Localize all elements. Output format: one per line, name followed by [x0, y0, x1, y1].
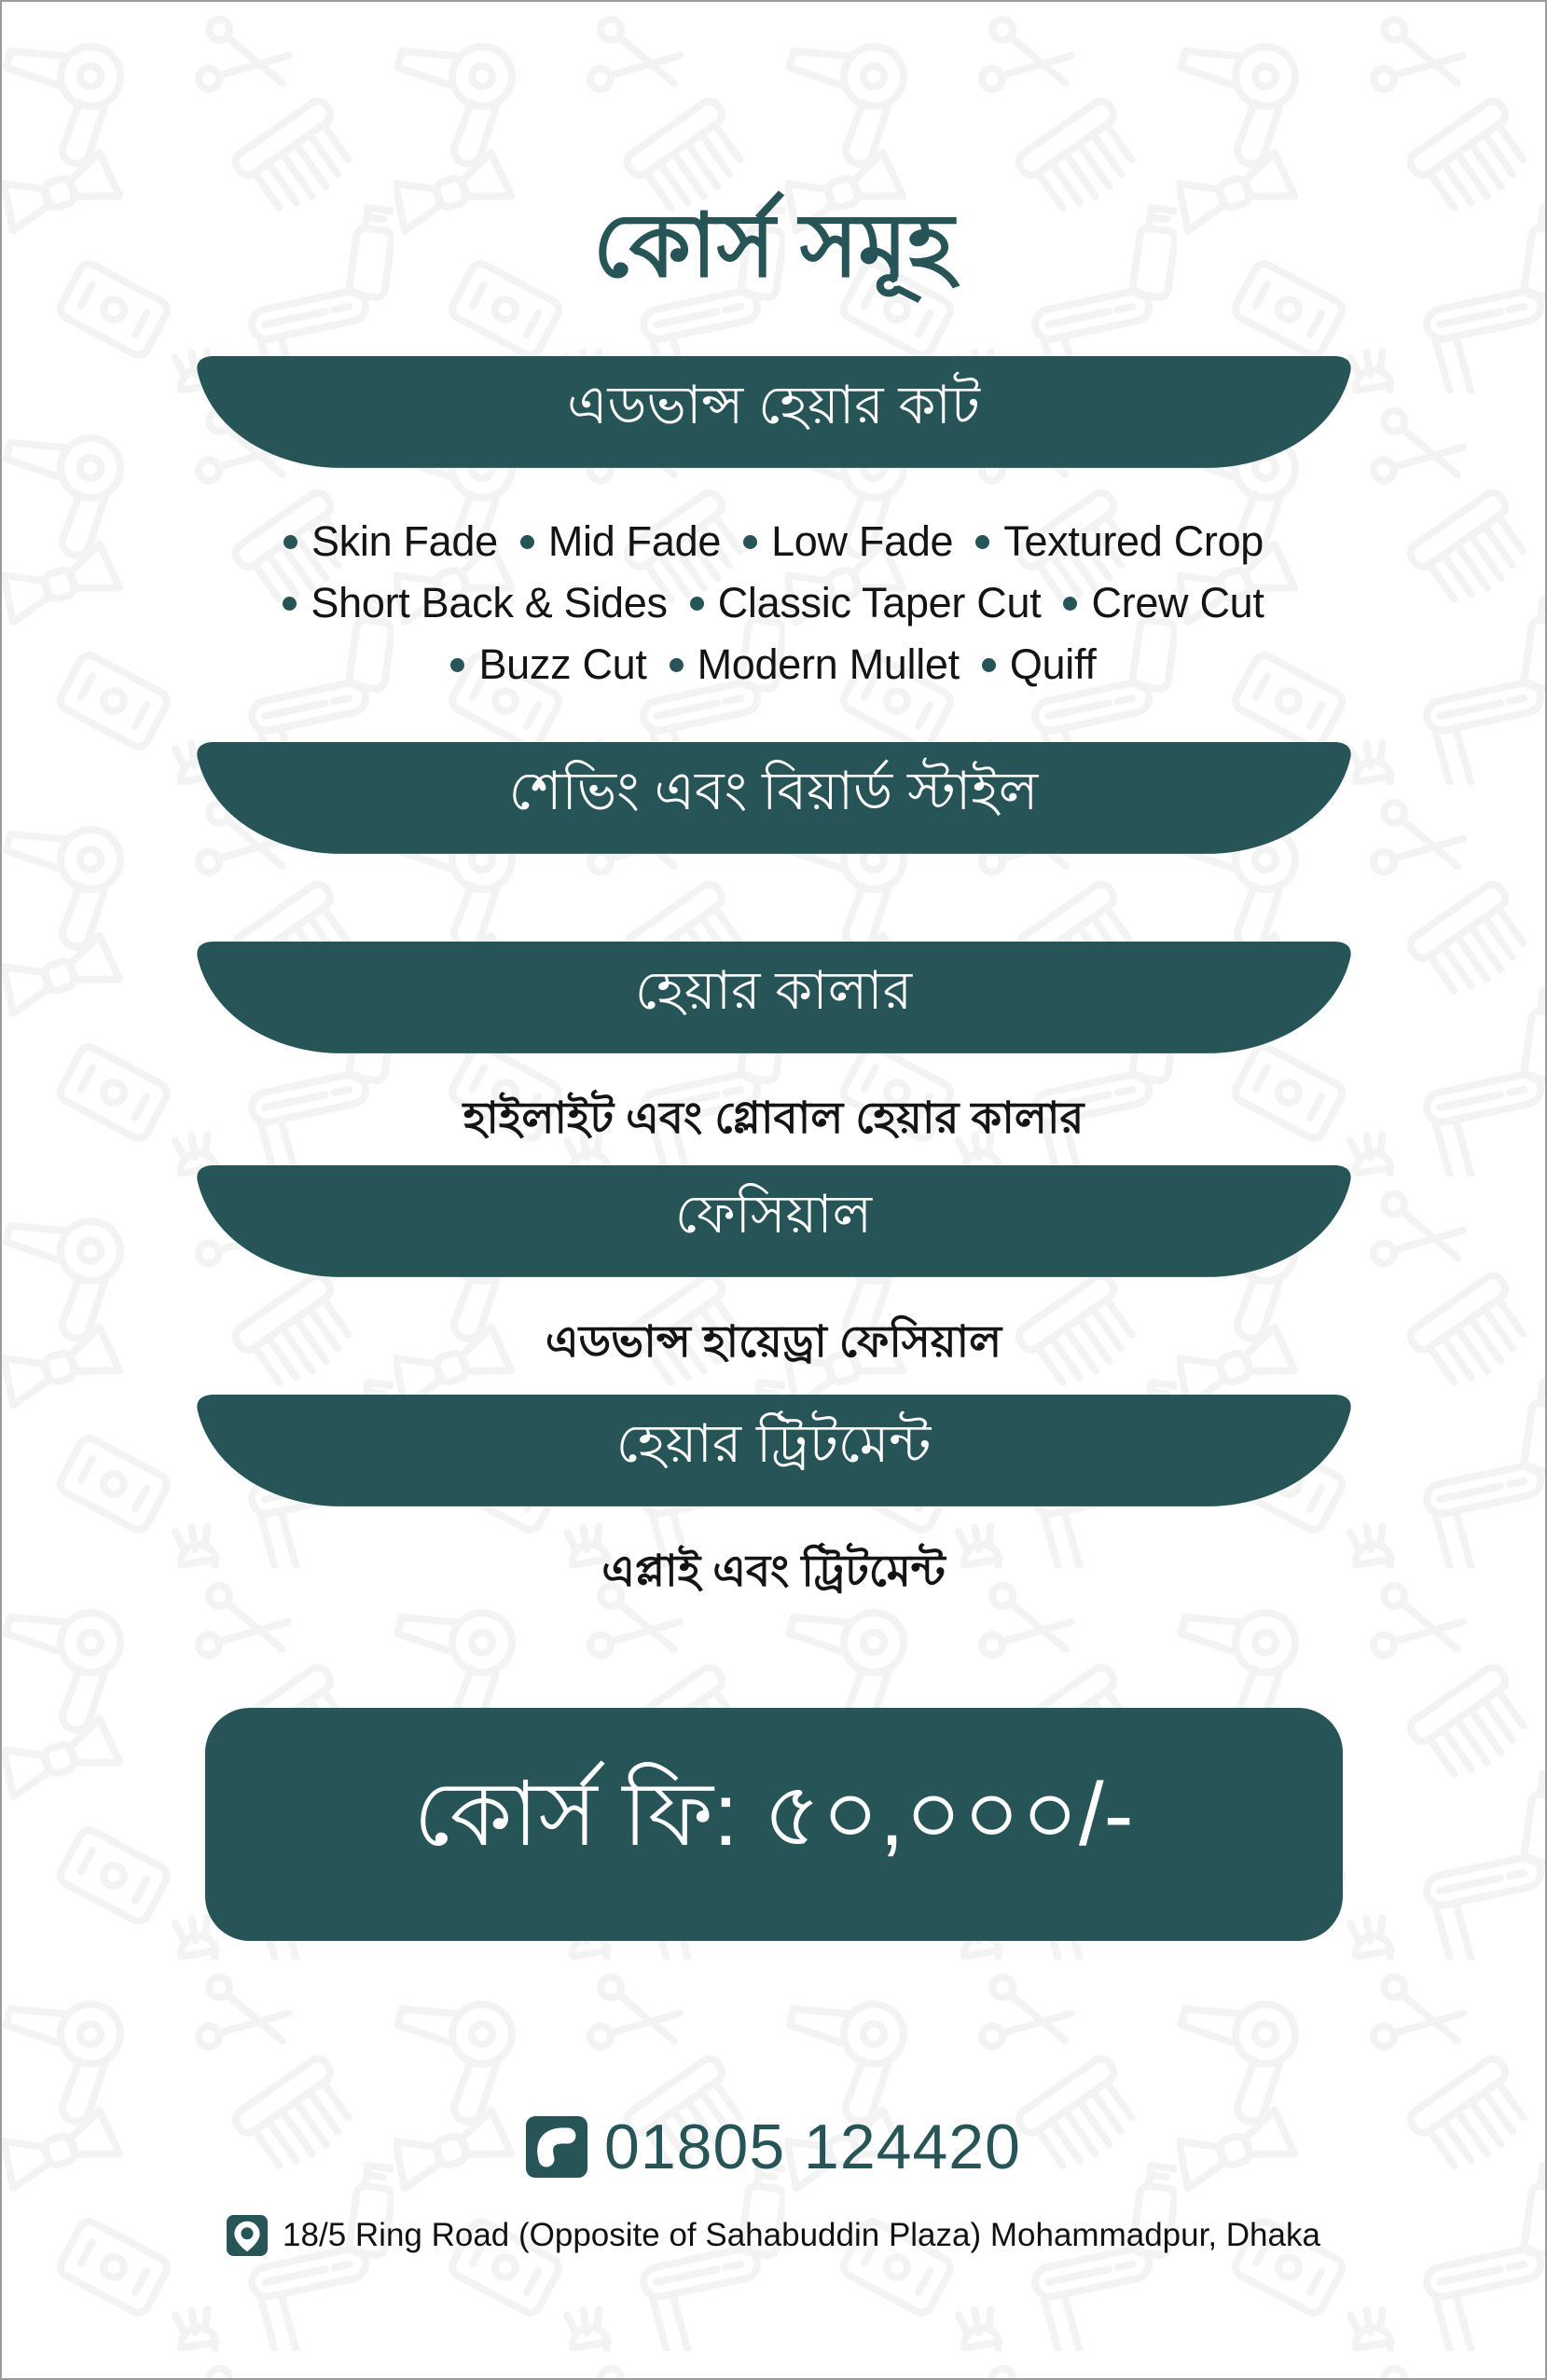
bullet-dot [520, 535, 534, 549]
bullet-dot [450, 658, 464, 672]
list-item-label: Low Fade [771, 517, 954, 566]
list-item [743, 511, 953, 572]
phone-icon [526, 2116, 587, 2178]
haircut-list-line [271, 634, 1275, 695]
haircut-list-line [271, 572, 1275, 634]
list-item-label: Classic Taper Cut [717, 579, 1042, 627]
list-item-label: Skin Fade [311, 517, 498, 566]
section-banner-advance-haircut [196, 356, 1352, 470]
phone-row [526, 2111, 1021, 2183]
bullet-dot [283, 597, 297, 611]
list-item [975, 511, 1264, 572]
bullet-dot [283, 535, 297, 549]
bullet-dot [982, 658, 996, 672]
list-item [982, 634, 1097, 695]
page-title: কোর্স সমূহ [592, 197, 955, 296]
section-banner-hair-treatment [196, 1395, 1352, 1508]
section-subtitle: হাইলাইট এবং গ্লোবাল হেয়ার কালার [463, 1093, 1084, 1143]
location-pin-icon [227, 2215, 268, 2256]
list-item-label: Mid Fade [547, 517, 722, 566]
list-item-label: Buzz Cut [478, 640, 647, 689]
list-item [283, 511, 498, 572]
bullet-dot [670, 658, 684, 672]
section-subtitle: এপ্লাই এবং ট্রিটমেন্ট [601, 1546, 946, 1596]
section-banner-label: এডভান্স হেয়ার কাট [567, 375, 980, 435]
list-item [1063, 572, 1264, 634]
list-item-label: Quiff [1009, 640, 1097, 689]
address-text: 18/5 Ring Road (Opposite of Sahabuddin Plaza) Mohammadpur, Dhaka [283, 2217, 1320, 2254]
section-banner-shaving-beard [196, 742, 1352, 856]
section-banner-hair-color [196, 942, 1352, 1055]
list-item [690, 572, 1042, 634]
section-banner-label: হেয়ার ট্রিটমেন্ট [615, 1413, 932, 1474]
list-item [450, 634, 646, 695]
section-banner-facial [196, 1165, 1352, 1279]
flyer-content [2, 2, 1545, 2378]
course-fee-text: কোর্স ফি: ৫০,০০০/- [413, 1764, 1134, 1864]
section-banner-label: হেয়ার কালার [634, 960, 913, 1021]
course-fee-box [205, 1708, 1343, 1941]
list-item-label: Short Back & Sides [311, 579, 668, 627]
haircut-list [271, 511, 1275, 695]
list-item-label: Crew Cut [1091, 579, 1264, 627]
bullet-dot [743, 535, 757, 549]
list-item [670, 634, 960, 695]
bullet-dot [975, 535, 989, 549]
list-item-label: Textured Crop [1003, 517, 1264, 566]
address-row [227, 2215, 1320, 2256]
bullet-dot [1063, 597, 1077, 611]
haircut-list-line [271, 511, 1275, 572]
phone-number: 01805 124420 [604, 2112, 1021, 2183]
list-item [520, 511, 721, 572]
section-subtitle: এডভান্স হায়েড্রা ফেসিয়াল [545, 1316, 1002, 1367]
section-banner-label: ফেসিয়াল [674, 1184, 873, 1245]
section-banner-label: শেভিং এবং বিয়ার্ড স্টাইল [508, 761, 1039, 821]
list-item-label: Modern Mullet [697, 640, 960, 689]
list-item [283, 572, 667, 634]
bullet-dot [690, 597, 704, 611]
